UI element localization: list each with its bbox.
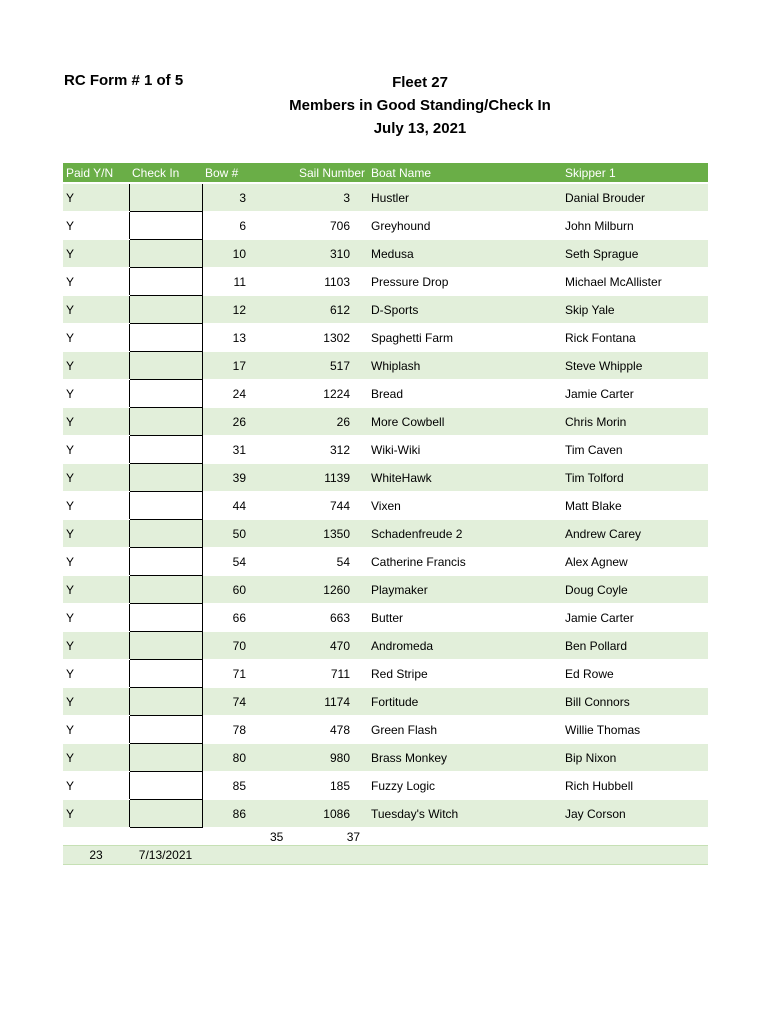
table-row <box>63 716 708 744</box>
document-date: July 13, 2021 <box>373 120 467 137</box>
boat-name-cell: Schadenfreude 2 <box>368 520 562 548</box>
check-in-box[interactable] <box>129 492 202 520</box>
boat-name-cell: Brass Monkey <box>368 744 562 772</box>
table-row <box>63 324 708 352</box>
boat-name-cell: Whiplash <box>368 352 562 380</box>
bow-number-cell: 50 <box>202 520 264 548</box>
bow-number-cell: 44 <box>202 492 264 520</box>
table-header-row <box>63 163 708 183</box>
sail-number-cell: 185 <box>264 772 368 800</box>
check-in-box[interactable] <box>129 744 202 772</box>
paid-cell: Y <box>63 464 129 492</box>
paid-cell: Y <box>63 688 129 716</box>
check-in-box[interactable] <box>129 436 202 464</box>
totals-empty-cell <box>368 828 562 846</box>
members-table <box>63 163 708 865</box>
bow-number-cell: 6 <box>202 212 264 240</box>
table-row <box>63 772 708 800</box>
boat-name-cell: Bread <box>368 380 562 408</box>
check-in-box[interactable] <box>129 688 202 716</box>
paid-cell: Y <box>63 800 129 828</box>
boat-name-cell: Pressure Drop <box>368 268 562 296</box>
sail-number-cell: 310 <box>264 240 368 268</box>
sail-number-cell: 1103 <box>264 268 368 296</box>
paid-cell: Y <box>63 240 129 268</box>
table-row <box>63 464 708 492</box>
paid-cell: Y <box>63 604 129 632</box>
sail-number-cell: 1086 <box>264 800 368 828</box>
sail-number-cell: 26 <box>264 408 368 436</box>
table-row <box>63 352 708 380</box>
skipper-cell: Danial Brouder <box>562 183 708 212</box>
fleet-title: Fleet 27 <box>392 74 448 91</box>
document-title: Members in Good Standing/Check In <box>289 97 551 114</box>
boat-name-cell: Andromeda <box>368 632 562 660</box>
table-row <box>63 212 708 240</box>
table-row <box>63 548 708 576</box>
member-count: 23 <box>63 846 129 865</box>
sail-number-cell: 517 <box>264 352 368 380</box>
bow-number-cell: 31 <box>202 436 264 464</box>
check-in-box[interactable] <box>129 240 202 268</box>
skipper-cell: Steve Whipple <box>562 352 708 380</box>
bow-number-cell: 24 <box>202 380 264 408</box>
check-in-box[interactable] <box>129 548 202 576</box>
skipper-cell: Andrew Carey <box>562 520 708 548</box>
check-in-box[interactable] <box>129 380 202 408</box>
paid-cell: Y <box>63 268 129 296</box>
check-in-box[interactable] <box>129 324 202 352</box>
table-row <box>63 800 708 828</box>
table-row <box>63 436 708 464</box>
summary-row <box>63 846 708 865</box>
column-header-bow: Bow # <box>202 163 264 183</box>
bow-number-cell: 60 <box>202 576 264 604</box>
boat-name-cell: Green Flash <box>368 716 562 744</box>
sail-number-cell: 980 <box>264 744 368 772</box>
bow-number-cell: 86 <box>202 800 264 828</box>
skipper-cell: Doug Coyle <box>562 576 708 604</box>
check-in-box[interactable] <box>129 408 202 436</box>
check-in-box[interactable] <box>129 464 202 492</box>
skipper-cell: Bill Connors <box>562 688 708 716</box>
skipper-cell: Matt Blake <box>562 492 708 520</box>
check-in-box[interactable] <box>129 660 202 688</box>
check-in-box[interactable] <box>129 268 202 296</box>
boat-name-cell: Butter <box>368 604 562 632</box>
table-row <box>63 183 708 212</box>
boat-name-cell: Greyhound <box>368 212 562 240</box>
sail-number-cell: 54 <box>264 548 368 576</box>
paid-cell: Y <box>63 436 129 464</box>
sail-number-cell: 1302 <box>264 324 368 352</box>
bow-number-cell: 80 <box>202 744 264 772</box>
check-in-box[interactable] <box>129 296 202 324</box>
bow-number-cell: 10 <box>202 240 264 268</box>
sail-number-cell: 711 <box>264 660 368 688</box>
skipper-cell: Rich Hubbell <box>562 772 708 800</box>
boat-name-cell: More Cowbell <box>368 408 562 436</box>
bow-number-cell: 3 <box>202 183 264 212</box>
sail-number-cell: 663 <box>264 604 368 632</box>
table-row <box>63 632 708 660</box>
skipper-cell: John Milburn <box>562 212 708 240</box>
boat-name-cell: Playmaker <box>368 576 562 604</box>
paid-cell: Y <box>63 380 129 408</box>
sail-number-cell: 1139 <box>264 464 368 492</box>
paid-cell: Y <box>63 352 129 380</box>
paid-cell: Y <box>63 744 129 772</box>
check-in-box[interactable] <box>129 212 202 240</box>
summary-date: 7/13/2021 <box>129 846 202 865</box>
sail-number-cell: 1350 <box>264 520 368 548</box>
table-row <box>63 380 708 408</box>
table-row <box>63 604 708 632</box>
summary-empty-cell <box>368 846 562 865</box>
table-row <box>63 492 708 520</box>
check-in-box[interactable] <box>129 800 202 828</box>
totals-empty-cell <box>63 828 129 846</box>
skipper-cell: Skip Yale <box>562 296 708 324</box>
table-row <box>63 268 708 296</box>
paid-cell: Y <box>63 492 129 520</box>
boat-name-cell: Hustler <box>368 183 562 212</box>
table-row <box>63 520 708 548</box>
skipper-cell: Seth Sprague <box>562 240 708 268</box>
skipper-cell: Tim Tolford <box>562 464 708 492</box>
check-in-box[interactable] <box>129 772 202 800</box>
sail-number-cell: 1224 <box>264 380 368 408</box>
sail-number-cell: 478 <box>264 716 368 744</box>
boat-name-cell: Fuzzy Logic <box>368 772 562 800</box>
column-header-check-in: Check In <box>129 163 202 183</box>
skipper-cell: Rick Fontana <box>562 324 708 352</box>
sail-number-cell: 706 <box>264 212 368 240</box>
check-in-box[interactable] <box>129 604 202 632</box>
totals-row <box>63 828 708 846</box>
paid-cell: Y <box>63 660 129 688</box>
summary-empty-cell <box>202 846 264 865</box>
boat-name-cell: WhiteHawk <box>368 464 562 492</box>
bow-number-cell: 85 <box>202 772 264 800</box>
summary-empty-cell <box>562 846 708 865</box>
summary-empty-cell <box>264 846 368 865</box>
sail-number-cell: 612 <box>264 296 368 324</box>
skipper-cell: Jamie Carter <box>562 380 708 408</box>
form-label: RC Form # 1 of 5 <box>64 72 184 89</box>
bow-number-cell: 54 <box>202 548 264 576</box>
column-header-sail-number: Sail Number <box>264 163 368 183</box>
paid-cell: Y <box>63 716 129 744</box>
sail-number-cell: 470 <box>264 632 368 660</box>
skipper-cell: Michael McAllister <box>562 268 708 296</box>
skipper-cell: Ben Pollard <box>562 632 708 660</box>
paid-cell: Y <box>63 772 129 800</box>
boat-name-cell: Tuesday's Witch <box>368 800 562 828</box>
check-in-box[interactable] <box>129 716 202 744</box>
bow-number-cell: 17 <box>202 352 264 380</box>
sail-number-cell: 3 <box>264 183 368 212</box>
bow-number-cell: 74 <box>202 688 264 716</box>
boat-name-cell: Medusa <box>368 240 562 268</box>
totals-pair-cell <box>264 828 368 846</box>
skipper-cell: Willie Thomas <box>562 716 708 744</box>
check-in-box[interactable] <box>129 632 202 660</box>
sail-number-cell: 1260 <box>264 576 368 604</box>
bow-number-cell: 12 <box>202 296 264 324</box>
paid-cell: Y <box>63 576 129 604</box>
boat-name-cell: Vixen <box>368 492 562 520</box>
skipper-cell: Bip Nixon <box>562 744 708 772</box>
boat-name-cell: D-Sports <box>368 296 562 324</box>
skipper-cell: Chris Morin <box>562 408 708 436</box>
check-in-box[interactable] <box>129 183 202 212</box>
table-row <box>63 660 708 688</box>
boat-name-cell: Spaghetti Farm <box>368 324 562 352</box>
boat-name-cell: Wiki-Wiki <box>368 436 562 464</box>
bow-number-cell: 13 <box>202 324 264 352</box>
paid-cell: Y <box>63 408 129 436</box>
column-header-boat-name: Boat Name <box>368 163 562 183</box>
sail-number-cell: 312 <box>264 436 368 464</box>
check-in-box[interactable] <box>129 352 202 380</box>
paid-cell: Y <box>63 632 129 660</box>
totals-empty-cell <box>202 828 264 846</box>
column-header-paid: Paid Y/N <box>63 163 129 183</box>
bow-total: 35 <box>270 829 284 844</box>
boat-name-cell: Fortitude <box>368 688 562 716</box>
paid-cell: Y <box>63 212 129 240</box>
paid-cell: Y <box>63 324 129 352</box>
bow-number-cell: 11 <box>202 268 264 296</box>
check-in-box[interactable] <box>129 520 202 548</box>
bow-number-cell: 71 <box>202 660 264 688</box>
skipper-cell: Jamie Carter <box>562 604 708 632</box>
table-row <box>63 296 708 324</box>
title-block <box>230 71 610 140</box>
sail-number-cell: 744 <box>264 492 368 520</box>
table-row <box>63 688 708 716</box>
sail-number-cell: 1174 <box>264 688 368 716</box>
paid-cell: Y <box>63 548 129 576</box>
paid-cell: Y <box>63 296 129 324</box>
column-header-skipper: Skipper 1 <box>562 163 708 183</box>
sail-total: 37 <box>346 829 361 844</box>
bow-number-cell: 39 <box>202 464 264 492</box>
table-row <box>63 408 708 436</box>
bow-number-cell: 66 <box>202 604 264 632</box>
skipper-cell: Jay Corson <box>562 800 708 828</box>
skipper-cell: Alex Agnew <box>562 548 708 576</box>
table-row <box>63 576 708 604</box>
bow-number-cell: 70 <box>202 632 264 660</box>
skipper-cell: Tim Caven <box>562 436 708 464</box>
skipper-cell: Ed Rowe <box>562 660 708 688</box>
boat-name-cell: Catherine Francis <box>368 548 562 576</box>
table-row <box>63 240 708 268</box>
totals-empty-cell <box>562 828 708 846</box>
table-row <box>63 744 708 772</box>
bow-number-cell: 26 <box>202 408 264 436</box>
totals-empty-cell <box>129 828 202 846</box>
bow-number-cell: 78 <box>202 716 264 744</box>
boat-name-cell: Red Stripe <box>368 660 562 688</box>
table-body <box>63 183 708 865</box>
paid-cell: Y <box>63 520 129 548</box>
check-in-box[interactable] <box>129 576 202 604</box>
paid-cell: Y <box>63 183 129 212</box>
